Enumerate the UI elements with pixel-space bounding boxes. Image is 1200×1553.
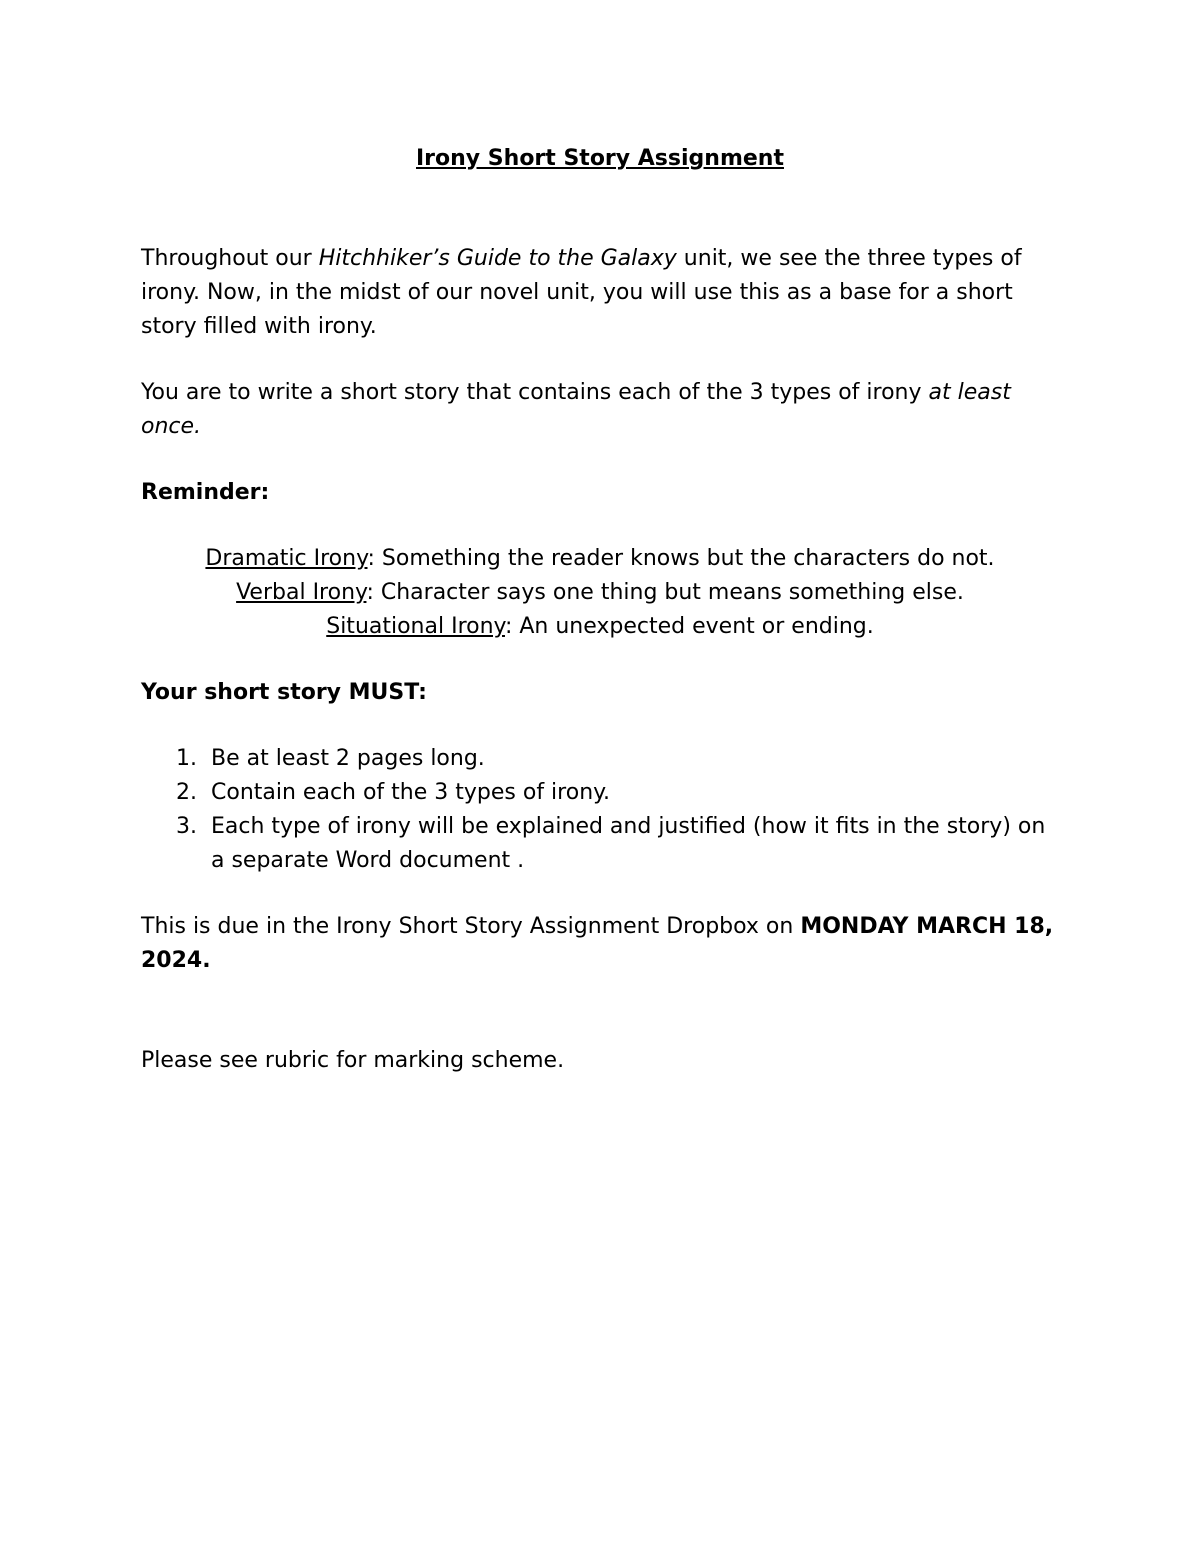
due-date: MONDAY MARCH 18, 2024. [141,914,1054,973]
closing-note: Please see rubric for marking scheme. [141,1048,565,1073]
reminder-list [141,542,1059,644]
document-page [141,142,1059,1078]
task-paragraph [141,376,1059,444]
due-before: This is due in the Irony Short Story Assignment Dropbox on [141,914,801,939]
reminder-situational [141,610,1059,644]
reminder-definition: : Character says one thing but means something else. [366,580,964,605]
reminder-term: Situational Irony [326,614,505,639]
due-paragraph [141,910,1059,978]
list-item [141,742,1059,776]
reminder-definition: : Something the reader knows but the characters do not. [367,546,995,571]
task-emphasis: at least once. [141,380,1011,439]
intro-after: unit, we see the three types of irony. Now, in the midst of our novel unit, you will use this as a base for a short story filled with irony. [141,246,1022,339]
reminder-term: Dramatic Irony [205,546,368,571]
list-item [141,776,1059,810]
list-number: 3. [176,814,197,839]
list-number: 1. [176,746,197,771]
list-text: Each type of irony will be explained and justified (how it fits in the story) on a separate Word document . [211,814,1046,873]
list-item [141,810,1059,878]
reminder-dramatic [141,542,1059,576]
book-title: Hitchhiker’s Guide to the Galaxy [318,246,677,271]
reminder-verbal [141,576,1059,610]
list-text: Be at least 2 pages long. [211,746,485,771]
requirements-heading: Your short story MUST: [141,680,427,705]
intro-before: Throughout our [141,246,319,271]
reminder-heading: Reminder: [141,480,270,505]
reminder-term: Verbal Irony [236,580,367,605]
requirements-list [141,742,1059,878]
task-before: You are to write a short story that contains each of the 3 types of irony [141,380,929,405]
document-title: Irony Short Story Assignment [416,146,784,171]
list-text: Contain each of the 3 types of irony. [211,780,611,805]
list-number: 2. [176,780,197,805]
reminder-definition: : An unexpected event or ending. [504,614,874,639]
intro-paragraph [141,242,1059,344]
